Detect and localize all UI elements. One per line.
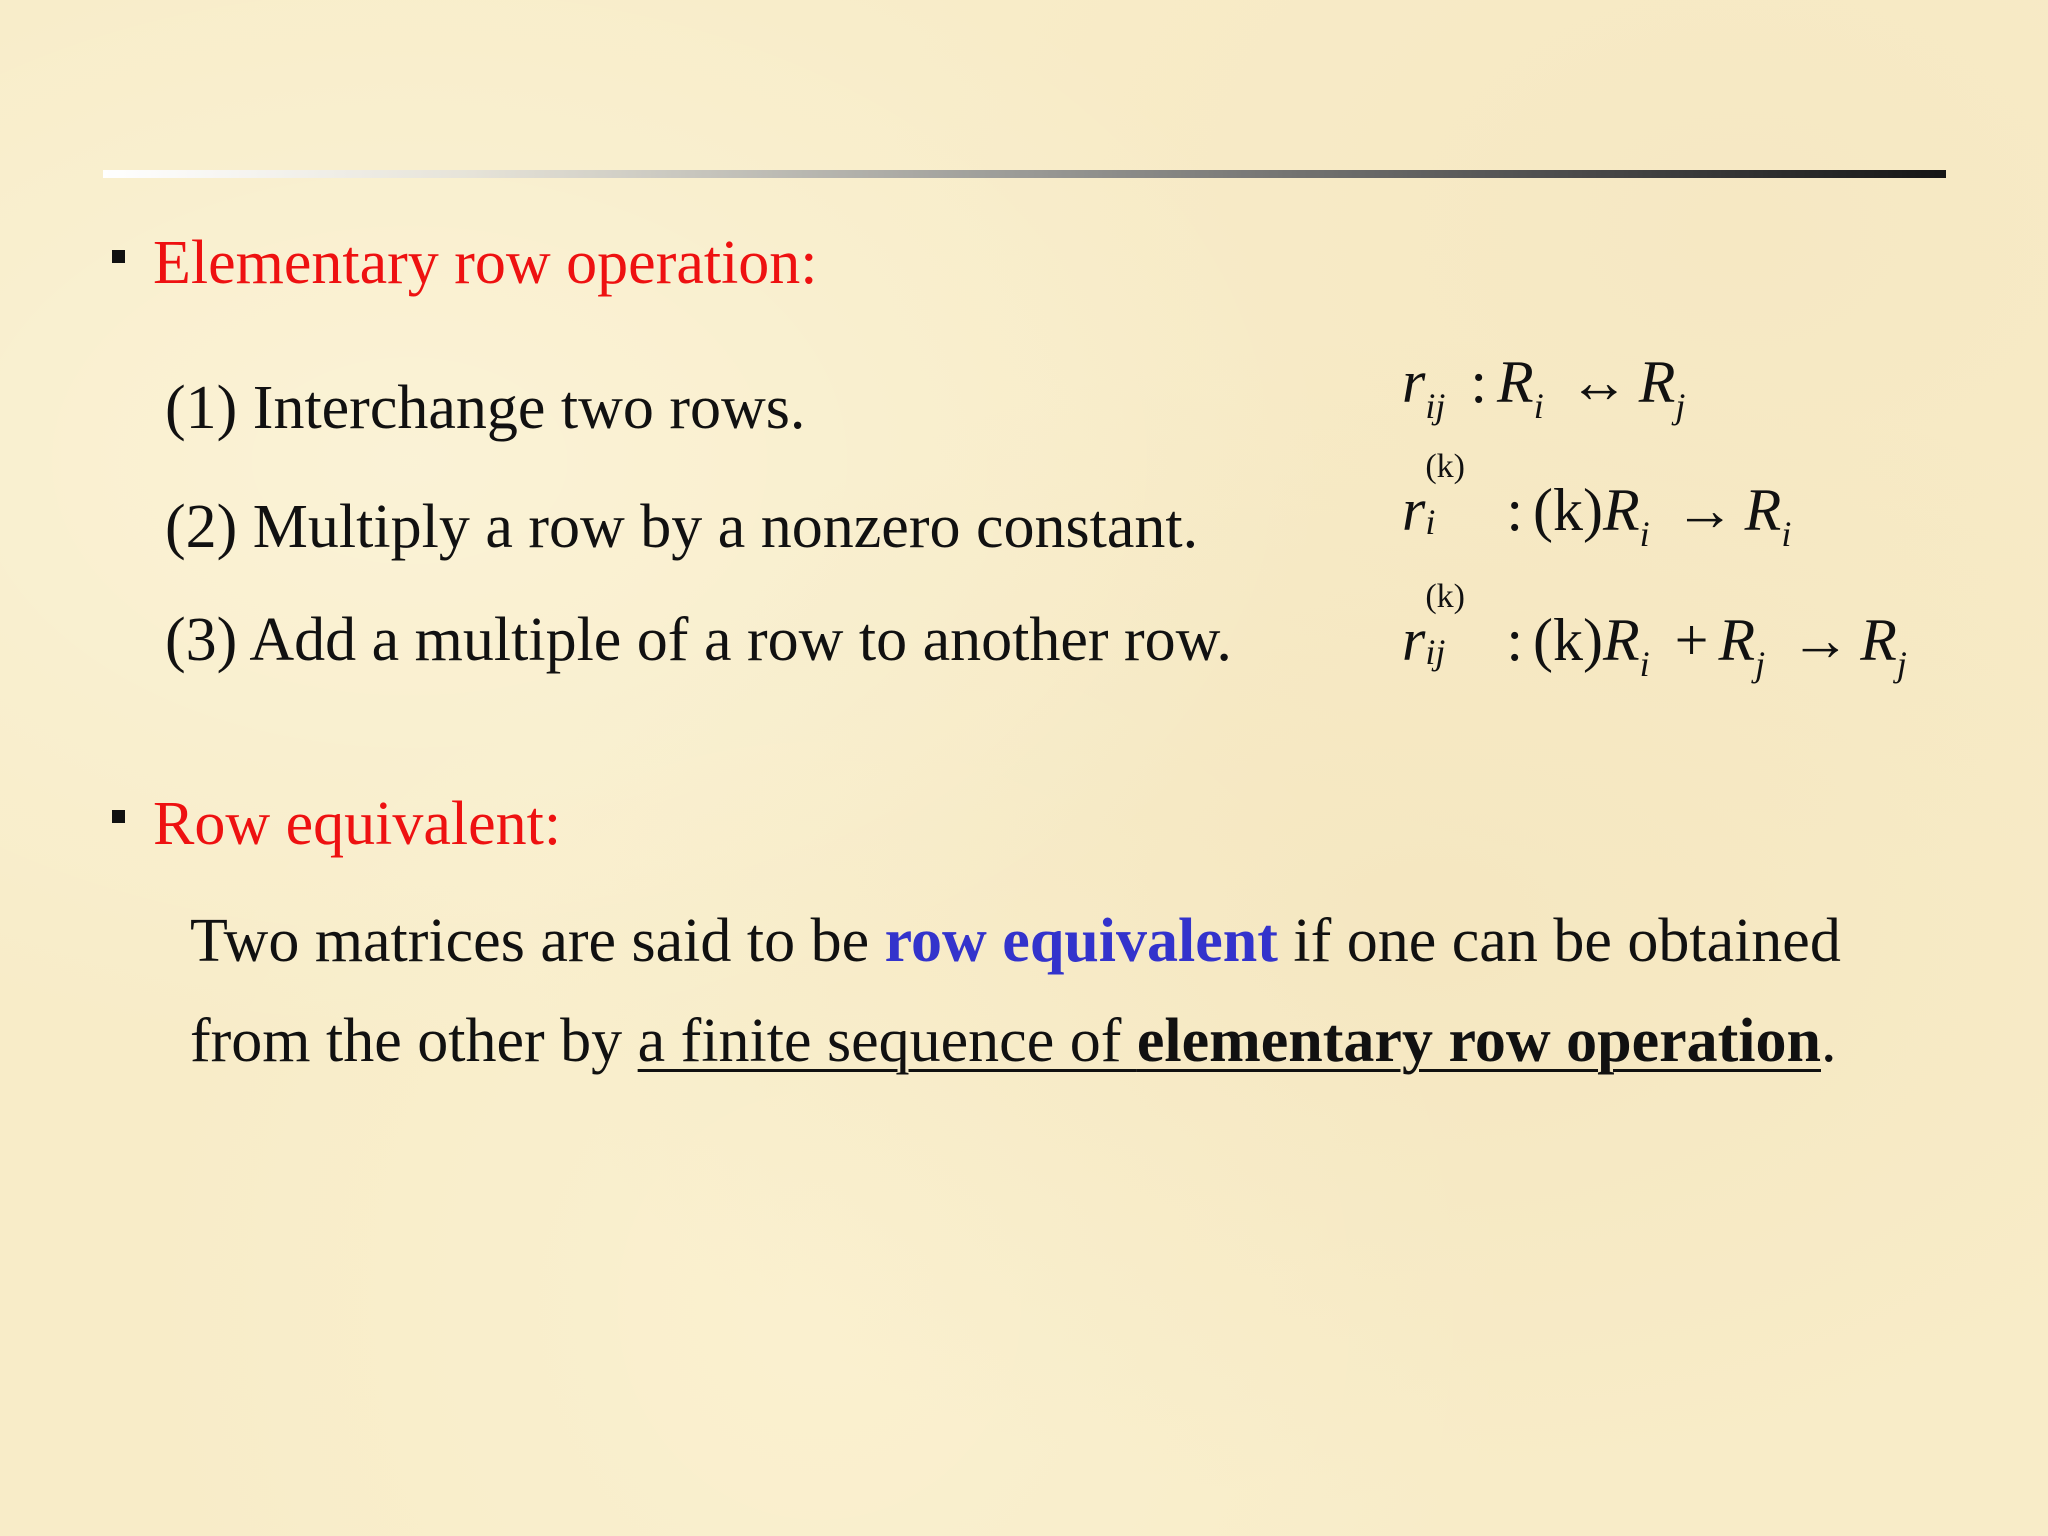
definition-line-1 <box>190 907 1841 975</box>
definition-line-1-start: Two matrices are said to be <box>190 907 885 975</box>
formula-1-arrow: ↔ <box>1568 349 1629 415</box>
operation-3-text: (3) Add a multiple of a row to another row. <box>165 606 1232 674</box>
formula-3-rhs-R: R <box>1860 607 1897 673</box>
formula-2-sub: i <box>1425 502 1436 542</box>
formula-2-rhs-sub: i <box>1781 514 1792 554</box>
bullet-square-icon <box>112 250 125 263</box>
formula-3-r: r <box>1402 607 1426 673</box>
formula-1-lhs-sub: i <box>1533 386 1544 426</box>
definition-bold-term: elementary row operation <box>1136 1007 1821 1075</box>
definition-period: . <box>1821 1007 1837 1075</box>
formula-2-rhs-R: R <box>1744 477 1782 543</box>
formula-2-arrow: → <box>1674 477 1735 543</box>
operation-1-text: (1) Interchange two rows. <box>165 374 806 442</box>
formula-1-r-sub: ij <box>1425 386 1446 426</box>
formula-interchange <box>1402 349 1686 426</box>
formula-2-lhs-R: R <box>1603 477 1640 543</box>
formula-3-mid-R: R <box>1718 607 1756 673</box>
formula-3-k: (k) <box>1533 607 1603 673</box>
definition-term: row equivalent <box>884 907 1278 975</box>
formula-3-sub: ij <box>1425 632 1446 672</box>
definition-underlined-text: a finite sequence of <box>637 1007 1137 1075</box>
formula-2-lhs-sub: i <box>1639 514 1650 554</box>
formula-multiply <box>1402 448 1792 554</box>
section-heading-elementary-row-operation: Elementary row operation: <box>153 229 818 297</box>
definition-line-2-start: from the other by <box>190 1007 638 1075</box>
formula-add-multiple <box>1402 578 1907 684</box>
formula-2-k: (k) <box>1533 477 1603 543</box>
formula-3-indices <box>1425 578 1481 672</box>
title-divider-rule <box>103 170 1946 178</box>
formula-3-mid-sub: j <box>1755 644 1766 684</box>
formula-3-colon: : <box>1506 607 1524 673</box>
formula-3-rhs-sub: j <box>1896 644 1907 684</box>
bullet-square-icon <box>112 810 125 823</box>
formula-1-rhs-sub: j <box>1675 386 1686 426</box>
formula-2-colon: : <box>1506 477 1524 543</box>
operation-2-text: (2) Multiply a row by a nonzero constant. <box>165 493 1199 561</box>
formula-1-rhs-R: R <box>1638 349 1676 415</box>
formula-3-plus: + <box>1674 607 1709 673</box>
formula-1-colon: : <box>1470 349 1488 415</box>
definition-line-1-end: if one can be obtained <box>1277 907 1841 975</box>
formula-3-arrow: → <box>1790 607 1851 673</box>
formula-1-r: r <box>1402 349 1426 415</box>
formula-3-sup: (k) <box>1425 578 1466 615</box>
section-heading-row-equivalent: Row equivalent: <box>153 790 562 858</box>
formula-2-sup: (k) <box>1425 448 1466 485</box>
formula-3-lhs-sub: i <box>1639 644 1650 684</box>
formula-3-lhs-R: R <box>1603 607 1640 673</box>
definition-underlined-phrase <box>638 1007 1821 1075</box>
formula-2-r: r <box>1402 477 1426 543</box>
formula-2-indices <box>1425 448 1481 542</box>
definition-line-2 <box>190 1007 1837 1075</box>
formula-1-lhs-R: R <box>1497 349 1534 415</box>
